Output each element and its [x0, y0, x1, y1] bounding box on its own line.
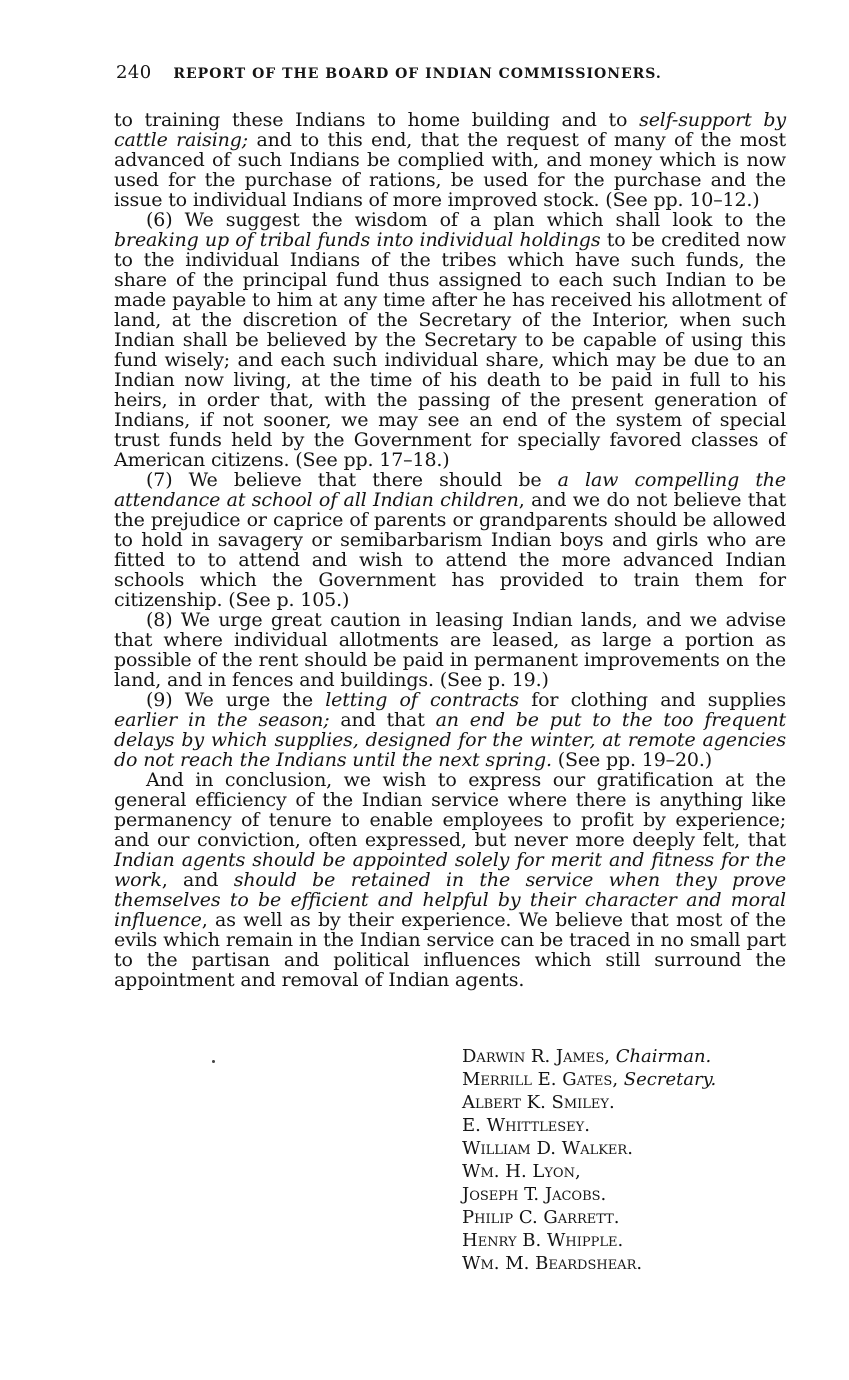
- signature-line: [462, 1091, 792, 1114]
- signature-line: [462, 1137, 792, 1160]
- italic-phrase: Indian agents should be appointed solely for merit and fitness for the work: [114, 849, 786, 891]
- signature-line: [462, 1252, 792, 1275]
- signature-line: [462, 1068, 792, 1091]
- italic-phrase: an end be put to the too frequent delays by which supplies, designed for the winter, at remote agencies do not reach the Indians until the next spring.: [114, 709, 786, 771]
- signer-name: Merrill E. Gates,: [462, 1069, 619, 1090]
- italic-phrase: earlier in the season;: [114, 709, 330, 731]
- text-run: to training these Indians to home building and to: [114, 109, 640, 131]
- signature-line: [462, 1160, 792, 1183]
- signer-name: William D. Walker.: [462, 1138, 633, 1159]
- signature-line: [462, 1183, 792, 1206]
- text-run: (8) We urge great caution in leasing Indian lands, and we advise that where individual allotments are leased, as large a portion as possible of the rent should be paid in permanent improvements on the land, and in fences and buildings. (See p. 19.): [114, 609, 786, 691]
- paragraph-6: [114, 210, 786, 470]
- signer-name: Darwin R. James,: [462, 1046, 610, 1067]
- text-run: for clothing and supplies: [519, 689, 786, 711]
- signer-name: Philip C. Garrett.: [462, 1207, 620, 1228]
- text-run: (See pp. 19–20.): [551, 749, 713, 771]
- page-header: [116, 62, 796, 83]
- paragraph-7: [114, 470, 786, 610]
- text-run: and that: [329, 709, 436, 731]
- signer-name: Wm. H. Lyon,: [462, 1161, 581, 1182]
- paragraph-9: [114, 690, 786, 770]
- running-title: REPORT OF THE BOARD OF INDIAN COMMISSIONERS.: [173, 66, 662, 82]
- signer-role: Chairman.: [615, 1046, 712, 1067]
- text-run: And in conclusion, we wish to express our gratification at the general efficiency of the Indian service where there is anything like permanency of tenure to enable employees to profit by experience; and our conviction, often expressed, but never more deeply felt, that: [114, 769, 786, 851]
- text-run: (9) We urge the: [146, 689, 326, 711]
- text-run: (6) We suggest the wisdom of a plan which shall look to the: [146, 209, 786, 231]
- signer-role: Secretary.: [623, 1069, 717, 1090]
- italic-phrase: letting of contracts: [325, 689, 519, 711]
- text-run: , and we do not believe that the prejudice or caprice of parents or grandparents should be allowed to hold in savagery or semibarbarism Indian boys and girls who are fitted to to attend and wish to attend the more advanced Indian schools which the Government has provided to train them for citizenship. (See p. 105.): [114, 489, 786, 611]
- italic-phrase: should be retained in the service when they prove themselves to be efficient and helpful by their character and moral influence: [114, 869, 787, 931]
- text-run: and to this end, that the request of many of the most advanced of such Indians be complied with, and money which is now used for the purchase of rations, be used for the purchase and the issue to individual Indians of more improved stock. (See pp. 10–12.): [114, 129, 786, 211]
- text-run: , as well as by their experience. We believe that most of the evils which remain in the Indian service can be traced in no small part to the partisan and political influences which still surround the appointment and removal of Indian agents.: [114, 909, 786, 991]
- text-run: to be credited now to the individual Indians of the tribes which have such funds, the share of the principal fund thus assigned to each such Indian to be made payable to him at any time after he has received his allotment of land, at the discretion of the Secretary of the Interior, when such Indian shall be believed by the Secretary to be capable of using this fund wisely; and each such individual share, which may be due to an Indian now living, at the time of his death to be paid in full to his heirs, in order that, with the passing of the present generation of Indians, if not sooner, we may see an end of the system of special trust funds held by the Government for specially favored classes of American citizens. (See pp. 17–18.): [114, 229, 786, 471]
- italic-phrase: a law compelling the attendance at school of all Indian children: [114, 469, 786, 511]
- paragraph-continuation: [114, 110, 786, 210]
- italic-phrase: breaking up of tribal funds into individual holdings: [114, 229, 601, 251]
- italic-phrase: self-support by cattle raising;: [114, 109, 786, 151]
- signer-name: Albert K. Smiley.: [462, 1092, 615, 1113]
- print-speck: [212, 1060, 215, 1063]
- signature-line: [462, 1206, 792, 1229]
- signature-line: [462, 1114, 792, 1137]
- signer-name: E. Whittlesey.: [462, 1115, 590, 1136]
- text-run: (7) We believe that there should be: [146, 469, 558, 491]
- paragraph-conclusion: [114, 770, 786, 990]
- signature-line: [462, 1229, 792, 1252]
- signer-name: Henry B. Whipple.: [462, 1230, 624, 1251]
- signatures-block: [462, 1045, 792, 1275]
- text-run: , and: [161, 869, 234, 891]
- signer-name: Joseph T. Jacobs.: [462, 1184, 607, 1205]
- page-number: 240: [116, 62, 152, 83]
- body-text: [114, 110, 786, 990]
- signature-line: [462, 1045, 792, 1068]
- paragraph-8: [114, 610, 786, 690]
- signer-name: Wm. M. Beardshear.: [462, 1253, 643, 1274]
